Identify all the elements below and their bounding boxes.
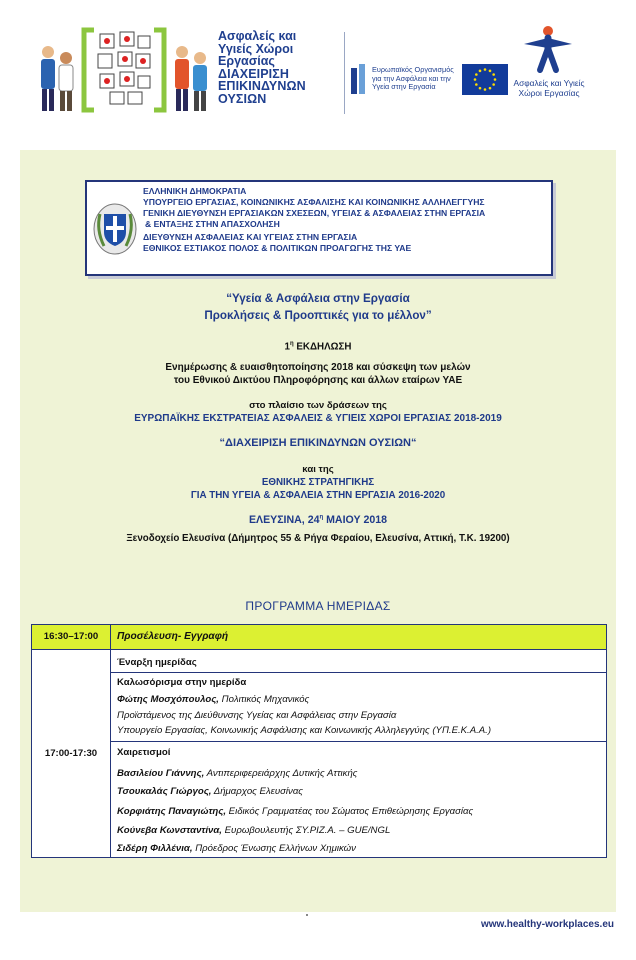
greeter-line: Κούνεβα Κωνσταντίνα, Ευρωβουλευτής ΣΥ.ΡΙΖ.Α. – GUE/NGL bbox=[117, 825, 391, 836]
page-dot bbox=[306, 914, 308, 916]
website-link[interactable]: www.healthy-workplaces.eu bbox=[480, 919, 614, 930]
eu-star-icon bbox=[475, 83, 478, 86]
greeter-line: Βασιλείου Γιάννης, Αντιπεριφερειάρχης Δυτικής Αττικής bbox=[117, 768, 358, 779]
eu-star-icon bbox=[479, 87, 482, 90]
eu-star-icon bbox=[479, 70, 482, 73]
eu-star-icon bbox=[474, 78, 477, 81]
program-details bbox=[111, 650, 606, 857]
eu-star-icon bbox=[494, 78, 497, 81]
eu-star-icon bbox=[492, 73, 495, 76]
and-of-label: και της bbox=[302, 464, 334, 475]
event-description-line2: του Εθνικού Δικτύου Πληροφόρησης και άλλων εταίρων ΥΑΕ bbox=[173, 375, 463, 386]
speaker-title-line: Προϊστάμενος της Διεύθυνσης Υγείας και Ασφάλειας στην Εργασία bbox=[117, 710, 397, 721]
eu-star-icon bbox=[475, 73, 478, 76]
event-title-line2: Προκλήσεις & Προοπτικές για το μέλλον” bbox=[204, 309, 432, 322]
welcome-label: Καλωσόρισμα στην ημερίδα bbox=[117, 677, 247, 688]
greeter-line: Σιδέρη Φιλλένια, Πρόεδρος Ένωσης Ελλήνων Χημικών bbox=[117, 843, 356, 854]
campaign-theme: “ΔΙΑΧΕΙΡΙΣΗ ΕΠΙΚΙΝΔΥΝΩΝ ΟΥΣΙΩΝ“ bbox=[219, 437, 417, 449]
event-title-line1: “Υγεία & Ασφάλεια στην Εργασία bbox=[226, 292, 410, 305]
eu-star-icon bbox=[489, 87, 492, 90]
program-table bbox=[31, 624, 607, 858]
eu-star-icon bbox=[484, 88, 487, 91]
framework-label: στο πλαίσιο των δράσεων της bbox=[249, 400, 387, 411]
eu-star-icon bbox=[484, 68, 487, 71]
event-description-line1: Ενημέρωσης & ευαισθητοποίησης 2018 και σύσκεψη των μελών bbox=[165, 362, 471, 373]
event-date: ΕΛΕΥΣΙΝΑ, $24^\eta$ ΜΑΙΟΥ 2018 bbox=[248, 514, 388, 526]
header-divider bbox=[344, 32, 345, 114]
page-header bbox=[0, 0, 636, 150]
speaker-org-line: Υπουργείο Εργασίας, Κοινωνικής Ασφάλισης και Κοινωνικής Αλληλεγγύης (ΥΠ.Ε.Κ.Α.Α.) bbox=[117, 725, 492, 736]
greeter-line: Τσουκαλάς Γιώργος, Δήμαρχος Ελευσίνας bbox=[117, 786, 303, 797]
strategy-line2: ΓΙΑ ΤΗΝ ΥΓΕΙΑ & ΑΣΦΑΛΕΙΑ ΣΤΗΝ ΕΡΓΑΣΙΑ 2016-2020 bbox=[190, 490, 446, 501]
program-time: 16:30–17:00 bbox=[32, 625, 111, 649]
greeter-line: Κορφιάτης Παναγιώτης, Ειδικός Γραμματέας του Σώματος Επιθεώρησης Εργασίας bbox=[117, 806, 474, 817]
ministry-lines: ΕΛΛΗΝΙΚΗ ΔΗΜΟΚΡΑΤΙΑ ΥΠΟΥΡΓΕΙΟ ΕΡΓΑΣΙΑΣ, ΚΟΙΝΩΝΙΚΗΣ ΑΣΦΑΛΙΣΗΣ ΚΑΙ ΚΟΙΝΩΝΙΚΗΣ ΑΛΛΗΛΕΓΓΥΗΣ ΓΕΝΙΚΗ ΔΙΕΥΘΥΝΣΗ ΕΡΓΑΣΙΑΚΩΝ ΣΧΕΣΕΩΝ, ΥΓΕΙΑΣ & ΑΣΦΑΛΕΙΑΣ ΣΤΗΝ ΕΡΓΑΣΙΑ & ΕΝΤΑΞΗΣ ΣΤΗΝ ΑΠΑΣΧΟΛΗΣΗ ΔΙΕΥΘΥΝΣΗ ΑΣΦΑΛΕΙΑΣ ΚΑΙ ΥΓΕΙΑΣ ΣΤΗΝ ΕΡΓΑΣΙΑ ΕΘΝΙΚΟΣ ΕΣΤΙΑΚΟΣ ΠΟΛΟΣ & ΠΟΛΙΤΙΚΩΝ ΠΡΟΑΓΩΓΗΣ ΤΗΣ ΥΑΕ bbox=[143, 186, 486, 254]
greetings-label: Χαιρετισμοί bbox=[117, 747, 171, 758]
healthy-workplaces-logo-icon bbox=[518, 24, 578, 78]
eu-osha-symbol-icon bbox=[350, 64, 368, 98]
event-venue: Ξενοδοχείο Ελευσίνα (Δήμητρος 55 & Ρήγα Φεραίου, Ελευσίνα, Αττική, Τ.Κ. 19200) bbox=[126, 533, 510, 544]
eu-star-icon bbox=[489, 70, 492, 73]
healthy-workplaces-label: Ασφαλείς και Υγιείς Χώροι Εργασίας bbox=[513, 78, 585, 98]
ministry-box bbox=[85, 180, 553, 276]
eu-osha-logo: Ευρωπαϊκός Οργανισμός για την Ασφάλεια και την Υγεία στην Εργασία bbox=[350, 62, 510, 102]
program-row-opening bbox=[32, 650, 606, 857]
program-heading: ΠΡΟΓΡΑΜΜΑ ΗΜΕΡΙΔΑΣ bbox=[245, 599, 391, 613]
program-time: 17:00-17:30 bbox=[32, 650, 111, 857]
greek-emblem-icon bbox=[92, 202, 138, 256]
campaign-title: Ασφαλείς και Υγιείς Χώροι Εργασίας ΔΙΑΧΕΙΡΙΣΗ ΕΠΙΚΙΝΔΥΝΩΝ ΟΥΣΙΩΝ bbox=[218, 29, 306, 106]
campaign-logo-icon bbox=[36, 22, 212, 118]
strategy-line1: ΕΘΝΙΚΗΣ ΣΤΡΑΤΗΓΙΚΗΣ bbox=[261, 477, 375, 488]
eu-star-icon bbox=[492, 83, 495, 86]
opening-label: Έναρξη ημερίδας bbox=[117, 657, 197, 668]
edition-label: $1^\eta$ ΕΚΔΗΛΩΣΗ bbox=[284, 341, 352, 353]
speaker-line: Φώτης Μοσχόπουλος, Πολιτικός Μηχανικός bbox=[117, 694, 310, 705]
program-row-registration bbox=[32, 625, 606, 650]
campaign-label: ΕΥΡΩΠΑΪΚΗΣ ΕΚΣΤΡΑΤΕΙΑΣ ΑΣΦΑΛΕΙΣ & ΥΓΙΕΙΣ ΧΩΡΟΙ ΕΡΓΑΣΙΑΣ 2018-2019 bbox=[134, 413, 502, 424]
eu-flag-icon bbox=[462, 64, 508, 95]
program-item: Προσέλευση- Εγγραφή bbox=[117, 631, 229, 642]
